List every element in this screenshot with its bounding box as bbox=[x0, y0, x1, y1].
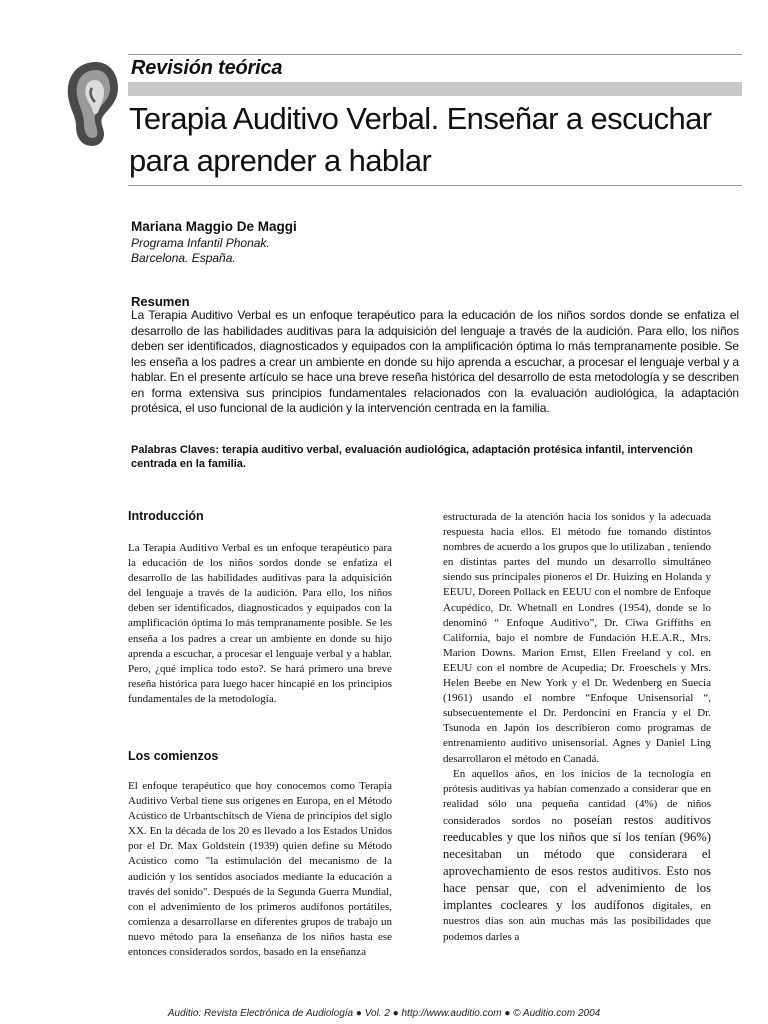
intro-heading: Introducción bbox=[128, 509, 204, 523]
technology-paragraph bbox=[443, 767, 711, 945]
section-label: Revisión teórica bbox=[131, 57, 283, 79]
technology-text-large: poseían restos auditivos reeducables y que los niños que sí los tenían (96%) necesitaban un método que considerara el aprovechamiento de esos restos auditivos. Esto nos hace pensar que, con el advenimiento de los implantes cocleares y los audífonos bbox=[443, 812, 711, 913]
abstract-heading: Resumen bbox=[131, 294, 190, 309]
intro-paragraph: La Terapia Auditivo Verbal es un enfoque terapéutico para la educación de los niños sordos donde se enfatiza el desarrollo de las habilidades auditivas para la adquisición del lenguaje a través de la audición. Para ello, los niños deben ser identificados, diagnosticados y equipados con la amplificación óptima lo más tempranamente posible. Se les enseña a los padres a crear un ambiente en donde su hijo aprenda a escuchar, a procesar el lenguaje verbal y a hablar. Pero, ¿qué implica todo esto?. Se hará primero una breve reseña histórica para luego hacer hincapié en los principios fundamentales de la metodología. bbox=[128, 542, 392, 705]
affiliation-line-1: Programa Infantil Phonak. bbox=[131, 236, 270, 250]
keywords: Palabras Claves: terapia auditivo verbal, evaluación audiológica, adaptación protésica infantil, intervención centrada en la familia. bbox=[131, 444, 693, 470]
author-name: Mariana Maggio De Maggi bbox=[131, 219, 297, 234]
title-line-2: para aprender a hablar bbox=[129, 143, 432, 178]
history-paragraph: estructurada de la atención hacia los sonidos y la adecuada respuesta hacia ellos. El método fue tomando distintos nombres de acuerdo a los grupos que lo utilizaban , teniendo en distintas partes del mundo un desarrollo simultáneo siendo sus principales pioneros el Dr. Huizing en Holanda y EEUU, Doreen Pollack en EEUU con el nombre de Enfoque Acupédico, Dr. Whetnall en Londres (1954), donde se lo denominó “ Enfoque Auditivo”, Dr. Ciwa Griffiths en California, bajo el nombre de Fundación H.E.A.R., Mrs. Marion Downs. Marion Ernst, Ellen Freeland y col. en EEUU con el nombre de Acupedia; Dr. Froeschels y Mrs. Helen Beebe en New York y el Dr. Wedenberg en Suecia (1961) usando el nombre “Enfoque Unisensorial “, subsecuentemente el Dr. Perdoncini en Francia y el Dr. Tsunoda en Japón los describieron como programas de entrenamiento auditivo unisensorial. Agnes y Daniel Ling desarrollaron el método en Canadá. bbox=[443, 511, 711, 765]
title-rule bbox=[128, 185, 742, 186]
ear-logo-icon bbox=[62, 58, 122, 150]
abstract-text: La Terapia Auditivo Verbal es un enfoque terapéutico para la educación de los niños sordos donde se enfatiza el desarrollo de las habilidades auditivas para la adquisición del lenguaje a través de la audición. Para ello, los niños deben ser identificados, diagnosticados y equipados con la amplificación óptima lo más tempranamente posible. Se les enseña a los padres a crear un ambiente en donde su hijo aprenda a escuchar, a procesar el lenguaje verbal y a hablar. En el presente artículo se hace una breve reseña histórica del desarrollo de esta metodología y se describen en forma extensiva sus principios fundamentales relacionados con la evaluación audiológica, la adaptación protésica, el uso funcional de la audición y la intervención centrada en la familia. bbox=[131, 308, 739, 415]
article-title bbox=[129, 98, 741, 182]
page-footer: Auditio: Revista Electrónica de Audiología ● Vol. 2 ● http://www.auditio.com ● © Auditio.com 2004 bbox=[167, 1008, 601, 1019]
right-column-text bbox=[443, 510, 711, 945]
origins-paragraph: El enfoque terapéutico que hoy conocemos como Terapia Auditivo Verbal tiene sus orígenes en Europa, en el Método Acústico de Urbantschitsch de Viena de principios del siglo XX. En la década de los 20 es llevado a los Estados Unidos por el Dr. Max Goldstein (1939) quien define su Método Acústico como "la estimulación del mecanismo de la audición y los sentidos asociados mediante la educación a través del sonido". Después de la Segunda Guerra Mundial, con el advenimiento de los primeros audífonos portátiles, comienza a desarrollarse en diferentes grupos de trabajo un nuevo método para la enseñanza de los niños hasta ese entonces considerados sordos, basado en la enseñanza bbox=[128, 780, 392, 959]
origins-heading: Los comienzos bbox=[128, 749, 219, 763]
author-affiliation bbox=[131, 236, 270, 266]
technology-text-tail: digitales, en nuestros días son aún muchas más las posibilidades que podemos darles a bbox=[443, 900, 712, 943]
title-line-1: Terapia Auditivo Verbal. Enseñar a escuchar bbox=[129, 101, 712, 136]
top-rule bbox=[128, 54, 742, 55]
affiliation-line-2: Barcelona. España. bbox=[131, 251, 236, 265]
header-band bbox=[128, 82, 742, 96]
technology-text-small: En aquellos años, en los inicios de la tecnología en prótesis auditivas ya habían comenzado a considerar que en realidad sólo una pequeña cantidad (4%) de niños considerados sordos no bbox=[443, 767, 711, 827]
